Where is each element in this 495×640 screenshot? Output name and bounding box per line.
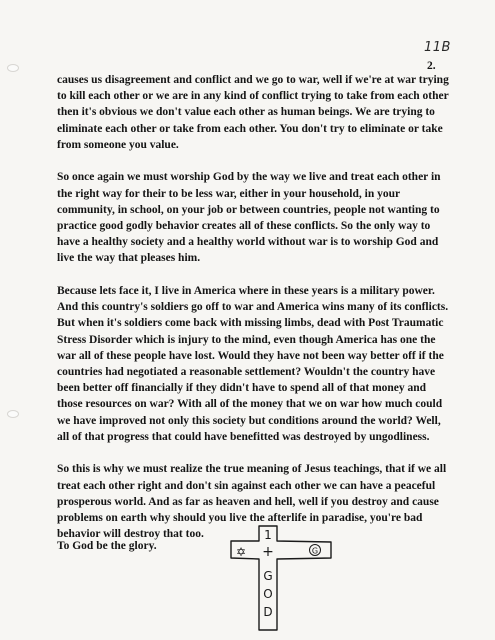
- paragraph: Because lets face it, I live in America where in these years is a military power. And this country's soldiers go off to war and America wins many of its conflicts. But when it's soldiers come back with missing limbs, dead with Post Traumatic Stress Disorder which is injury to the mind, even though America has one the war all of these people have lost. Would they have not been way better off if the countries had negotiated a reasonable settlement? Wouldn't the country have been better off financially if they didn't have to spend all of that money and those resources on war? With all of the money that we on war how much could we have improved not only this society but conditions around the world? Well, all of that progress that could have benefitted was destroyed by ungodliness.: [57, 285, 449, 443]
- binder-hole: [7, 64, 19, 72]
- cross-drawing-svg: [228, 523, 338, 633]
- circled-c-letter: G: [311, 546, 319, 556]
- star-of-david-icon: ✡: [235, 545, 247, 559]
- essay-body: [57, 72, 449, 559]
- cross-letter-g: G: [263, 569, 273, 583]
- cross-outline: [231, 526, 331, 630]
- paragraph: So this is why we must realize the true meaning of Jesus teachings, that if we all treat each other right and don't sin against each other we can have a peaceful prosperous world. And as far as heaven and hell, well if you destroy and cause problems on earth why should you live the afterlife in paradise, you're bad behavior will destroy that too.: [57, 463, 447, 541]
- cross-center-mark: +: [262, 544, 274, 560]
- handwritten-page-label: 11B: [424, 40, 451, 55]
- cross-letter-d: D: [263, 605, 273, 619]
- cross-drawing: [228, 523, 338, 633]
- binder-hole: [7, 410, 19, 418]
- paragraph: So once again we must worship God by the way we live and treat each other in the right way for their to be less war, either in your household, in your community, in school, on your job or between countries, people not wanting to practice good godly behavior creates all of these conflicts. So the only way to have a healthy society and a healthy world without war is to worship God and live the way that pleases him.: [57, 171, 441, 265]
- cross-letter-o: O: [263, 587, 273, 601]
- cross-top-label: 1: [264, 528, 272, 542]
- page-number: 2.: [427, 60, 436, 72]
- closing-line: To God be the glory.: [57, 540, 157, 552]
- paragraph: causes us disagreement and conflict and we go to war, well if we're at war trying to kill each other or we are in any kind of conflict trying to take from each other then it's obvious we don't value each other as human beings. We are trying to eliminate each other or take from each other. You don't try to eliminate or take from someone you value.: [57, 74, 449, 151]
